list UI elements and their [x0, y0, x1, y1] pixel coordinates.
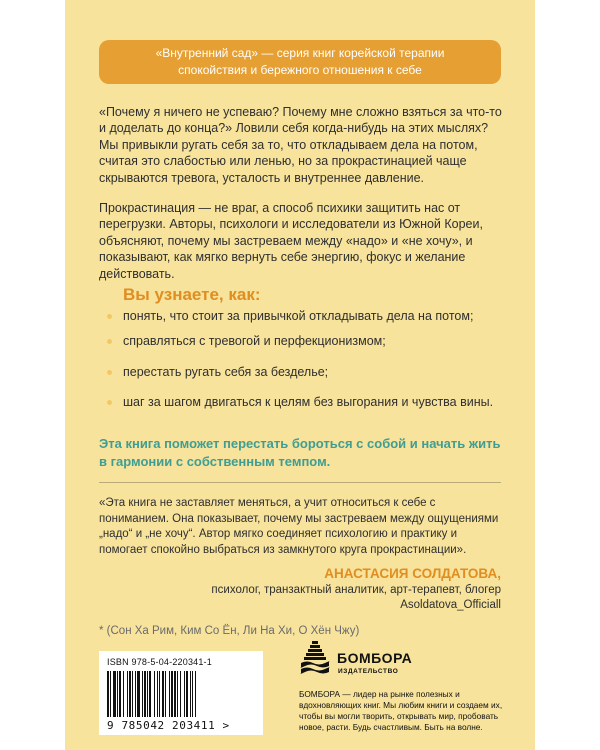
bullet-icon: [107, 400, 112, 405]
review-author-role: [211, 583, 501, 613]
bullet-icon: [107, 314, 112, 319]
highlight-text: Эта книга поможет перестать бороться с собой и начать жить в гармонии с собственным темпом.: [99, 436, 501, 469]
author-handle: Asoldatova_Officiall: [400, 599, 501, 611]
series-banner-text: «Внутренний сад» — серия книг корейской терапии спокойствия и бережного отношения к себе: [155, 46, 445, 77]
description-paragraph-2: Прокрастинация — не враг, а способ психики защитить нас от перегрузки. Авторы, психологи и исследователи из Южной Кореи, объясняют, почему мы застреваем между «надо» и «не хочу», и показывают, как мягко вернуть себе энергию, фокус и желание действовать.: [99, 201, 483, 281]
list-item: [99, 333, 504, 349]
list-item: [99, 394, 504, 410]
book-back-cover: [65, 0, 535, 750]
publisher-brand: БОМБОРА: [337, 650, 413, 666]
list-item: [99, 364, 504, 380]
divider: [99, 482, 501, 483]
list-item: [99, 308, 504, 324]
bullet-icon: [107, 339, 112, 344]
learn-list: [99, 308, 504, 425]
authors-footnote: * (Сон Ха Рим, Ким Со Ён, Ли На Хи, О Хён Чжу): [99, 625, 360, 637]
barcode-digits: 9 785042 203411 >: [107, 719, 230, 732]
barcode: [107, 671, 255, 717]
publisher-brand-sub: ИЗДАТЕЛЬСТВО: [338, 668, 399, 675]
list-item-text: понять, что стоит за привычкой откладывать дела на потом;: [123, 309, 474, 323]
series-banner: [99, 40, 501, 84]
author-role-text: психолог, транзактный аналитик, арт-терапевт, блогер: [211, 584, 501, 596]
publisher-description: БОМБОРА — лидер на рынке полезных и вдохновляющих книг. Мы любим книги и создаем их, чтобы вы могли творить, открывать мир, пробовать новое, расти. Будь счастливым. Быть на волне.: [299, 689, 503, 732]
list-item-text: перестать ругать себя за безделье;: [123, 364, 329, 379]
learn-title: Вы узнаете, как:: [123, 285, 261, 304]
description-paragraph-1: «Почему я ничего не успеваю? Почему мне сложно взяться за что-то и доделать до конца?» Ловили себя когда-нибудь на этих мыслях? Мы привыкли ругать себя за то, что откладываем дела на потом, считая это слабостью или ленью, но за прокрастинацией чаще скрываются тревога, усталость и внутреннее давление.: [99, 105, 502, 185]
isbn-label: ISBN 978-5-04-220341-1: [107, 657, 212, 667]
bullet-icon: [107, 370, 112, 375]
tower-logo-icon: [299, 640, 331, 674]
review-quote: «Эта книга не заставляет меняться, а учит относиться к себе с пониманием. Она показывает, почему мы застреваем между ощущениями „надо“ и „не хочу“. Автор мягко соединяет психологию и практику и помогает спокойно выбраться из замкнутого круга прокрастинации».: [99, 497, 499, 556]
list-item-text: шаг за шагом двигаться к целям без выгорания и чувства вины.: [123, 395, 494, 410]
list-item-text: справляться с тревогой и перфекционизмом;: [123, 334, 386, 349]
review-author: АНАСТАСИЯ СОЛДАТОВА,: [324, 566, 501, 581]
isbn-barcode-box: [99, 651, 263, 735]
